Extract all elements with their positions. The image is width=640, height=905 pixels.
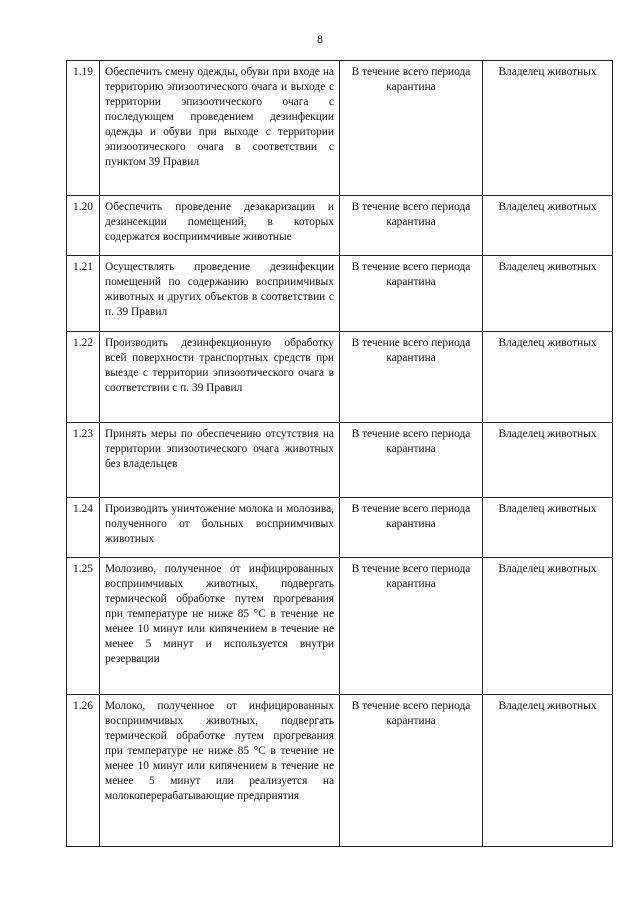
page-number: 8 <box>317 32 323 46</box>
table-row <box>67 423 613 498</box>
measure-term: В течение всего периода карантина <box>340 695 483 847</box>
measure-responsible: Владелец животных <box>483 423 613 498</box>
measure-text: Молоко, полученное от инфицированных восприимчивых животных, подвергать термической обработке путем прогревания при температуре не ниже 85 °С в течение не менее 10 минут или кипячением в течение не менее 5 минут или реализуется на молокоперерабатывающие предприятия <box>100 695 340 847</box>
table-row <box>67 558 613 695</box>
table-row <box>67 695 613 847</box>
measure-text: Принять меры по обеспечению отсутствия на территории эпизоотического очага животных без владельцев <box>100 423 340 498</box>
measure-text: Осуществлять проведение дезинфекции помещений по содержанию восприимчивых животных и других объектов в соответствии с п. 39 Правил <box>100 256 340 332</box>
measure-term: В течение всего периода карантина <box>340 558 483 695</box>
measure-responsible: Владелец животных <box>483 332 613 423</box>
measure-term: В течение всего периода карантина <box>340 498 483 558</box>
row-number: 1.19 <box>67 61 100 196</box>
measure-term: В течение всего периода карантина <box>340 332 483 423</box>
table-row <box>67 256 613 332</box>
measure-term: В течение всего периода карантина <box>340 423 483 498</box>
measure-text: Обеспечить проведение дезакаризации и дезинсекции помещений, в которых содержатся восприимчивые животные <box>100 196 340 256</box>
measure-text: Молозиво, полученное от инфицированных восприимчивых животных, подвергать термической обработке путем прогревания при температуре не ниже 85 °С в течение не менее 10 минут или кипячением в течение не менее 5 минут и используется внутри резервации <box>100 558 340 695</box>
row-number: 1.24 <box>67 498 100 558</box>
measure-text: Обеспечить смену одежды, обуви при входе на территорию эпизоотического очага и выходе с территории эпизоотического очага с последующем проведением дезинфекции одежды и обуви при выходе с территории эпизоотического очага в соответствии с пунктом 39 Правил <box>100 61 340 196</box>
row-number: 1.21 <box>67 256 100 332</box>
measure-term: В течение всего периода карантина <box>340 196 483 256</box>
row-number: 1.20 <box>67 196 100 256</box>
table-row <box>67 498 613 558</box>
measure-responsible: Владелец животных <box>483 196 613 256</box>
measure-responsible: Владелец животных <box>483 695 613 847</box>
measure-text: Производить уничтожение молока и молозива, полученного от больных восприимчивых животных <box>100 498 340 558</box>
measures-table <box>66 60 613 847</box>
measure-term: В течение всего периода карантина <box>340 256 483 332</box>
table-row <box>67 332 613 423</box>
table-row <box>67 61 613 196</box>
row-number: 1.25 <box>67 558 100 695</box>
measure-responsible: Владелец животных <box>483 498 613 558</box>
measure-text: Производить дезинфекционную обработку всей поверхности транспортных средств при выезде с территории эпизоотического очага в соответствии с п. 39 Правил <box>100 332 340 423</box>
row-number: 1.23 <box>67 423 100 498</box>
measure-responsible: Владелец животных <box>483 256 613 332</box>
measure-term: В течение всего периода карантина <box>340 61 483 196</box>
measure-responsible: Владелец животных <box>483 558 613 695</box>
row-number: 1.26 <box>67 695 100 847</box>
table-row <box>67 196 613 256</box>
measure-responsible: Владелец животных <box>483 61 613 196</box>
row-number: 1.22 <box>67 332 100 423</box>
